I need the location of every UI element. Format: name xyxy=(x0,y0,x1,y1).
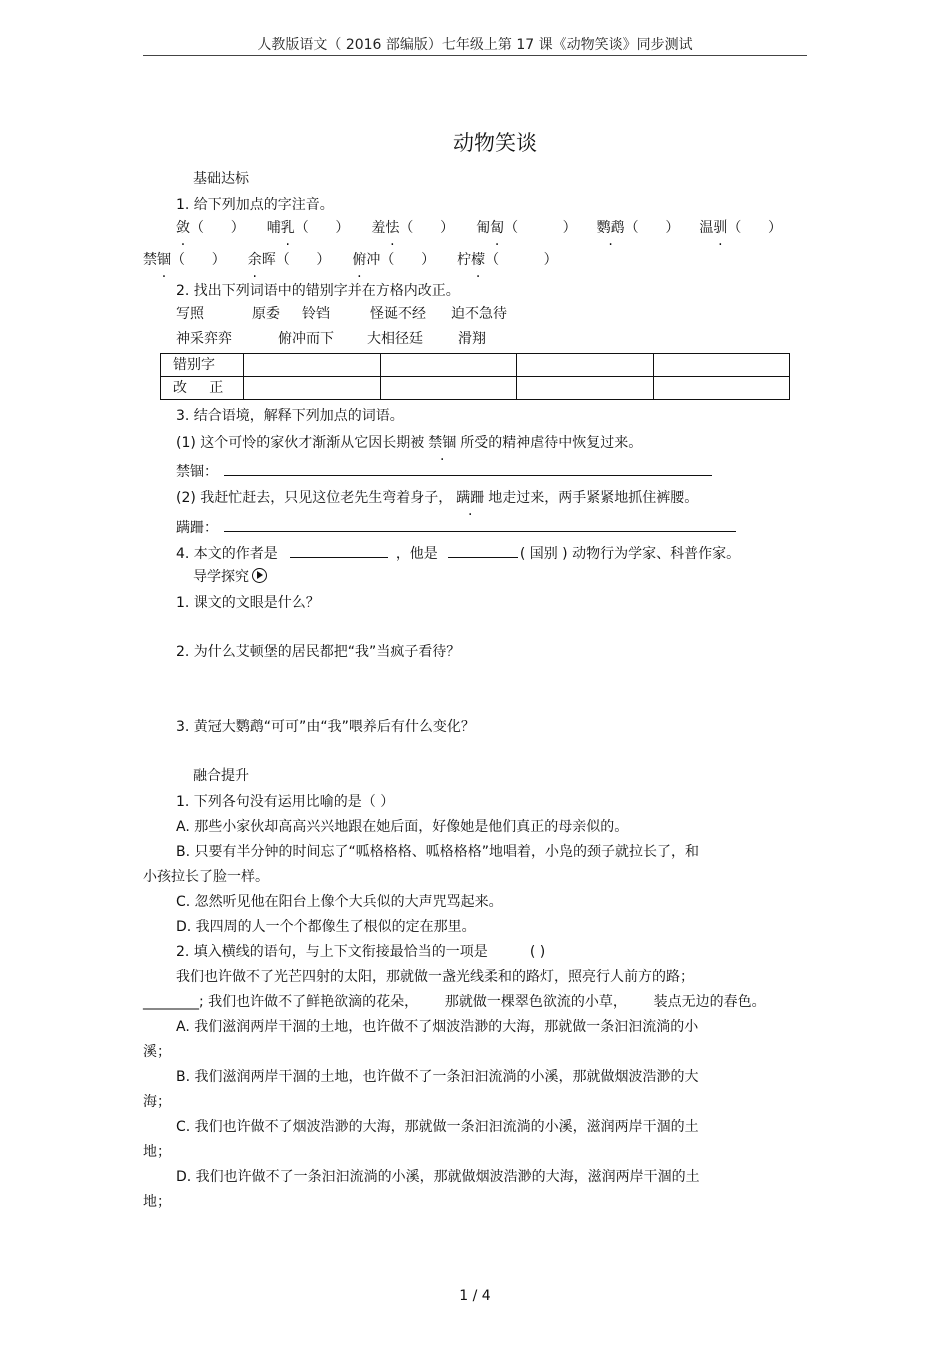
answer-paren[interactable]: （ ） xyxy=(727,220,783,236)
answer-line[interactable] xyxy=(224,463,712,476)
dotted-word: 蹒跚 xyxy=(456,490,485,506)
dotted-char: 鹦鹉 xyxy=(596,220,625,236)
answer-paren[interactable]: （ ） xyxy=(190,220,245,236)
mc2-stem-text: 2. 填入横线的语句，与上下文衔接最恰当的一项是 xyxy=(176,944,488,960)
guided-q1: 1. 课文的文眼是什么？ xyxy=(176,595,320,611)
table-header-cell: 改 正 xyxy=(161,377,244,400)
q2-words-line-1 xyxy=(176,305,507,323)
word: 俯冲而下 xyxy=(278,331,334,347)
page-number: 1 / 4 xyxy=(459,1288,491,1304)
answer-cell[interactable] xyxy=(653,354,790,377)
word-char: 柠 xyxy=(457,252,472,268)
answer-label: 禁锢： xyxy=(176,464,218,480)
q3-sentence-1 xyxy=(176,434,642,452)
answer-label: 蹒跚： xyxy=(176,520,218,536)
q3-sentence-2 xyxy=(176,489,698,507)
q3-answer-1 xyxy=(176,463,712,481)
answer-paren[interactable]: （ ） xyxy=(380,252,436,268)
mc2-context-2 xyxy=(143,993,766,1011)
word-char: 匍 xyxy=(476,220,491,236)
table-row xyxy=(161,354,790,377)
author-blank[interactable] xyxy=(290,545,388,558)
answer-line[interactable] xyxy=(224,519,736,532)
answer-paren[interactable]: （ ） xyxy=(171,252,226,268)
mc2-context-1: 我们也许做不了光芒四射的太阳，那就做一盏光线柔和的路灯，照亮行人前方的路； xyxy=(176,969,694,985)
mc1-option-b: B. 只要有半分钟的时间忘了“呱格格格、呱格格格”地唱着，小凫的颈子就拉长了，和 xyxy=(176,844,700,860)
mc2-option-b-cont: 海； xyxy=(143,1094,171,1110)
word: 写照 xyxy=(176,306,204,322)
country-blank[interactable] xyxy=(448,545,518,558)
dotted-char: 乳 xyxy=(280,220,295,236)
pinyin-item xyxy=(476,219,577,237)
word-char: 晖 xyxy=(261,252,276,268)
answer-paren[interactable]: （ ） xyxy=(294,220,350,236)
pinyin-row-2 xyxy=(143,251,558,269)
pinyin-item xyxy=(352,251,435,269)
q2-words-line-2 xyxy=(176,330,486,348)
answer-cell[interactable] xyxy=(380,354,517,377)
word: 大相径廷 xyxy=(367,331,423,347)
pinyin-item xyxy=(176,219,245,237)
word: 迫不急待 xyxy=(451,306,507,322)
running-header: 人教版语文（ 2016 部编版）七年级上第 17 课《动物笑谈》同步测试 xyxy=(257,37,693,53)
pinyin-item xyxy=(699,219,782,237)
answer-paren[interactable]: （ ） xyxy=(624,220,680,236)
page-title: 动物笑谈 xyxy=(453,131,537,155)
table-header-cell: 错别字 xyxy=(161,354,244,377)
dotted-char: 檬 xyxy=(471,252,486,268)
answer-cell[interactable] xyxy=(380,377,517,400)
pinyin-item xyxy=(267,219,350,237)
answer-paren[interactable]: （ ） xyxy=(504,220,577,236)
mc1-stem: 1. 下列各句没有运用比喻的是（ ） xyxy=(176,794,395,810)
q4-text: 4. 本文的作者是 xyxy=(176,546,278,562)
answer-paren: ( ) xyxy=(529,944,546,960)
pinyin-item xyxy=(248,251,331,269)
mc1-option-a: A. 那些小家伙却高高兴兴地跟在她后面，好像她是他们真正的母亲似的。 xyxy=(176,819,629,835)
mc2-option-a: A. 我们滋润两岸干涸的土地，也许做不了烟波浩渺的大海，那就做一条汩汩流淌的小 xyxy=(176,1019,699,1035)
sentence-text: 所受的精神虐待中恢复过来。 xyxy=(460,435,643,451)
answer-cell[interactable] xyxy=(517,354,654,377)
dotted-char: 怯 xyxy=(385,220,400,236)
section-heading-basic: 基础达标 xyxy=(193,171,249,187)
mc2-option-a-cont: 溪； xyxy=(143,1044,171,1060)
word-char: 冲 xyxy=(366,252,381,268)
dotted-char: 匐 xyxy=(490,220,505,236)
q4-text: ，他是 xyxy=(395,546,438,562)
answer-cell[interactable] xyxy=(653,377,790,400)
guided-q3: 3. 黄冠大鹦鹉“可可”由“我”喂养后有什么变化？ xyxy=(176,719,475,735)
mc2-option-b: B. 我们滋润两岸干涸的土地，也许做不了一条汩汩流淌的小溪，那就做烟波浩渺的大 xyxy=(176,1069,699,1085)
dotted-char: 驯 xyxy=(713,220,728,236)
sentence-text: (1) 这个可怜的家伙才渐渐从它因长期被 xyxy=(176,435,425,451)
answer-cell[interactable] xyxy=(517,377,654,400)
mc2-stem xyxy=(176,943,545,961)
sentence-text: (2) 我赶忙赶去，只见这位老先生弯着身子， xyxy=(176,490,453,506)
answer-paren[interactable]: （ ） xyxy=(485,252,558,268)
q4-line xyxy=(176,545,740,563)
mc2-option-c-cont: 地； xyxy=(143,1144,171,1160)
sentence-text: 地走过来，两手紧紧地抓住裤腰。 xyxy=(488,490,699,506)
pinyin-row-1 xyxy=(176,219,782,237)
pinyin-item xyxy=(457,251,558,269)
q3-stem: 3. 结合语境，解释下列加点的词语。 xyxy=(176,408,404,424)
context-text: ; 我们也许做不了鲜艳欲滴的花朵， 那就做一棵翠色欲流的小草， 装点无边的春色。 xyxy=(199,994,766,1010)
section-heading-advanced: 融合提升 xyxy=(193,768,249,784)
answer-cell[interactable] xyxy=(244,354,381,377)
fill-blank[interactable]: ________ xyxy=(143,994,199,1010)
pinyin-item xyxy=(371,219,454,237)
word: 铃铛 xyxy=(302,306,330,322)
answer-paren[interactable]: （ ） xyxy=(275,252,331,268)
word: 神采弈弈 xyxy=(176,331,232,347)
word-char: 羞 xyxy=(371,220,386,236)
play-circle-icon xyxy=(252,568,267,583)
correction-table xyxy=(160,353,790,400)
pinyin-item xyxy=(143,251,226,269)
mc1-option-d: D. 我四周的人一个个都像生了根似的定在那里。 xyxy=(176,919,476,935)
dotted-char: 俯 xyxy=(352,252,367,268)
answer-cell[interactable] xyxy=(244,377,381,400)
section-heading-text: 导学探究 xyxy=(193,569,249,585)
mc2-option-d-cont: 地； xyxy=(143,1194,171,1210)
q2-stem: 2. 找出下列词语中的错别字并在方格内改正。 xyxy=(176,283,460,299)
section-heading-guided xyxy=(193,568,267,586)
dotted-word: 禁锢 xyxy=(428,435,457,451)
word-char: 哺 xyxy=(266,220,281,236)
word-char: 禁 xyxy=(143,252,157,268)
table-row xyxy=(161,377,790,400)
mc1-option-b-cont: 小孩拉长了脸一样。 xyxy=(143,869,269,885)
word: 原委 xyxy=(252,306,280,322)
dotted-char: 锢 xyxy=(157,252,171,268)
mc2-option-d: D. 我们也许做不了一条汩汩流淌的小溪，那就做烟波浩渺的大海，滋润两岸干涸的土 xyxy=(176,1169,700,1185)
word: 怪诞不经 xyxy=(370,306,426,322)
q3-answer-2 xyxy=(176,519,736,537)
dotted-char: 余 xyxy=(247,252,262,268)
q4-text: ( 国别 ) 动物行为学家、科普作家。 xyxy=(519,546,741,562)
word: 滑翔 xyxy=(458,331,486,347)
q1-stem: 1. 给下列加点的字注音。 xyxy=(176,197,334,213)
guided-q2: 2. 为什么艾顿堡的居民都把“我”当疯子看待？ xyxy=(176,644,461,660)
word-char: 温 xyxy=(699,220,714,236)
mc1-option-c: C. 忽然听见他在阳台上像个大兵似的大声咒骂起来。 xyxy=(176,894,503,910)
answer-paren[interactable]: （ ） xyxy=(399,220,455,236)
dotted-char: 敛 xyxy=(176,220,190,236)
header-rule xyxy=(143,55,807,56)
pinyin-item xyxy=(597,219,680,237)
mc2-option-c: C. 我们也许做不了烟波浩渺的大海，那就做一条汩汩流淌的小溪，滋润两岸干涸的土 xyxy=(176,1119,699,1135)
